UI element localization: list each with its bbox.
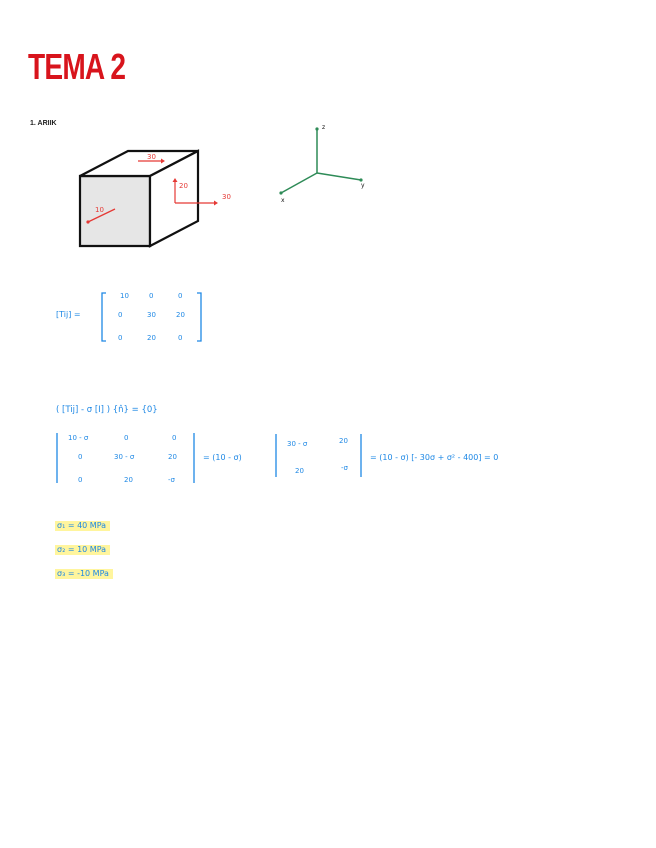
top-stress-label: 30 [147,153,156,161]
tensor-cell: 0 [178,292,183,300]
det-cell: 20 [124,476,133,484]
tensor-cell: 0 [118,311,123,319]
y-axis [317,173,361,180]
side-up-label: 20 [179,182,188,190]
tensor-cell: 0 [149,292,154,300]
principal-stress-2: σ₂ = 10 MPa [55,545,110,555]
side-right-head [214,201,218,206]
expanded-equation: = (10 - σ) [- 30σ + σ² - 400] = 0 [370,453,499,462]
tensor-cell: 0 [178,334,183,342]
minor-cell: -σ [341,464,348,472]
tensor-cell: 20 [147,334,156,342]
tensor-cell: 10 [120,292,129,300]
z-axis-label: z [322,124,326,131]
x-axis-label: x [281,197,285,204]
x-axis [281,173,317,193]
stress-cube [80,151,231,246]
det-cell: 0 [78,476,83,484]
determinant-2x2 [276,434,361,477]
det-cell: 0 [172,434,177,442]
front-stress-label: 10 [95,206,104,214]
coordinate-axes [279,127,362,194]
det-cell: 20 [168,453,177,461]
minor-cell: 20 [339,437,348,445]
cube-front-face [80,176,150,246]
det-cell: 0 [124,434,129,442]
tensor-left-bracket [102,293,106,341]
tensor-cell: 20 [176,311,185,319]
page-title: TEMA 2 [28,46,126,87]
factor-expression: = (10 - σ) [203,453,242,462]
det-cell: -σ [168,476,175,484]
tensor-label: [Tij] = [56,310,81,319]
minor-cell: 20 [295,467,304,475]
det-cell: 10 - σ [68,434,89,442]
minor-cell: 30 - σ [287,440,308,448]
characteristic-equation: ( [Tij] - σ [I] ) {n̂} = {0} [56,405,158,415]
principal-stress-3: σ₃ = -10 MPa [55,569,113,579]
determinant-3x3 [57,433,194,484]
stress-tensor [56,292,201,342]
tensor-cell: 30 [147,311,156,319]
tensor-cell: 0 [118,334,123,342]
principal-stress-1: σ₁ = 40 MPa [55,521,110,531]
problem-label: 1. ARIIK [30,120,57,127]
tensor-right-bracket [197,293,201,341]
det-cell: 30 - σ [114,453,135,461]
y-axis-label: y [361,182,365,189]
front-stress-dot [86,220,89,223]
side-right-label: 30 [222,193,231,201]
det-cell: 0 [78,453,83,461]
